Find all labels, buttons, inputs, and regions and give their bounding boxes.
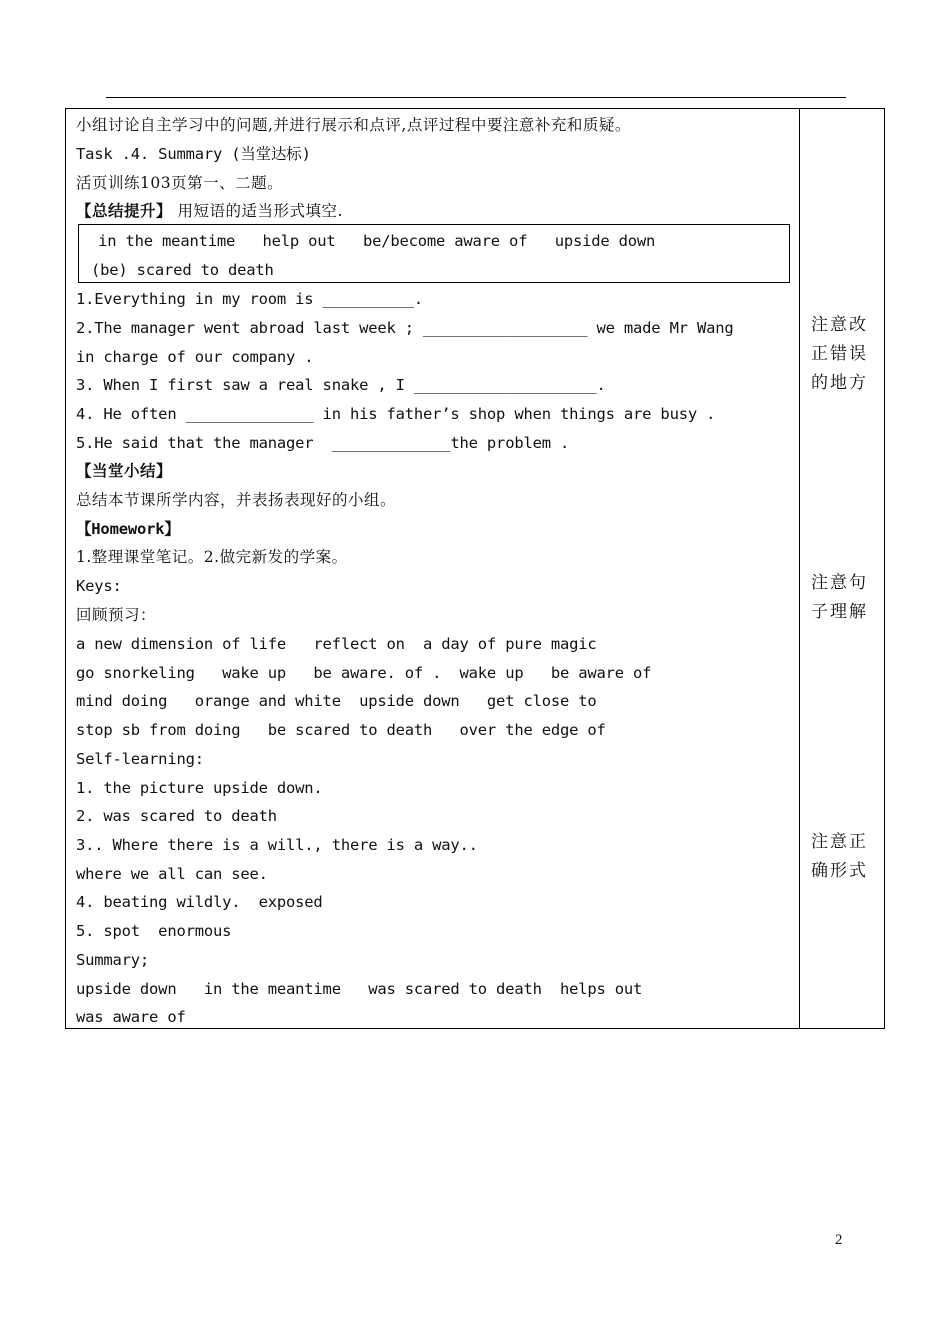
self-learning-1: 1. the picture upside down. <box>76 779 323 797</box>
notes-column <box>801 109 885 1028</box>
task-heading: Task .4. Summary (当堂达标) <box>76 145 311 163</box>
key-line-3: mind doing orange and white upside down get close to <box>76 692 597 710</box>
header-rule <box>106 97 846 98</box>
summary-heading <box>76 201 343 221</box>
phrase-box-line-2: (be) scared to death <box>91 261 274 279</box>
key-line-4: stop sb from doing be scared to death over the edge of <box>76 721 606 739</box>
summary-answers-2: was aware of <box>76 1008 186 1026</box>
homework-text: 1.整理课堂笔记。2.做完新发的学案。 <box>76 548 348 566</box>
homework-heading: 【Homework】 <box>76 520 180 538</box>
worksheet-table <box>65 108 885 1029</box>
self-learning-3-cont: where we all can see. <box>76 865 268 883</box>
self-learning-5: 5. spot enormous <box>76 922 232 940</box>
question-3: 3. When I first saw a real snake , I ____________________. <box>76 376 606 394</box>
question-4: 4. He often ______________ in his father’s shop when things are busy . <box>76 405 716 423</box>
self-learning-heading: Self-learning: <box>76 750 204 768</box>
note-correct-form: 注意正确形式 <box>811 832 868 881</box>
instruction-line: 小组讨论自主学习中的问题,并进行展示和点评,点评过程中要注意补充和质疑。 <box>76 116 631 134</box>
summary-heading-text: 用短语的适当形式填空. <box>172 202 343 220</box>
summary-answers-heading: Summary; <box>76 951 150 969</box>
class-summary-text: 总结本节课所学内容，并表扬表现好的小组。 <box>76 491 397 509</box>
question-1: 1.Everything in my room is __________. <box>76 290 424 308</box>
summary-answers-1: upside down in the meantime was scared to death helps out <box>76 980 643 998</box>
question-2: 2.The manager went abroad last week ; __________________ we made Mr Wang <box>76 319 734 337</box>
summary-heading-label: 【总结提升】 <box>76 201 173 220</box>
keys-heading: Keys: <box>76 577 122 595</box>
key-line-2: go snorkeling wake up be aware. of . wake up be aware of <box>76 664 652 682</box>
note-understand-sentences: 注意句子理解 <box>811 573 868 622</box>
question-5: 5.He said that the manager _____________the problem . <box>76 434 570 452</box>
review-heading: 回顾预习： <box>76 606 157 624</box>
self-learning-4: 4. beating wildly. exposed <box>76 893 323 911</box>
phrase-box-line-1: in the meantime help out be/become aware of upside down <box>89 232 656 250</box>
self-learning-2: 2. was scared to death <box>76 807 277 825</box>
page-number: 2 <box>835 1232 843 1248</box>
class-summary-heading: 【当堂小结】 <box>76 461 173 480</box>
task-instruction: 活页训练103页第一、二题。 <box>76 174 284 192</box>
main-column <box>66 109 800 1028</box>
note-correct-mistakes: 注意改正错误的地方 <box>811 315 868 393</box>
question-2-cont: in charge of our company . <box>76 348 314 366</box>
key-line-1: a new dimension of life reflect on a day of pure magic <box>76 635 597 653</box>
self-learning-3: 3.. Where there is a will., there is a way.. <box>76 836 478 854</box>
phrase-box <box>78 224 790 283</box>
